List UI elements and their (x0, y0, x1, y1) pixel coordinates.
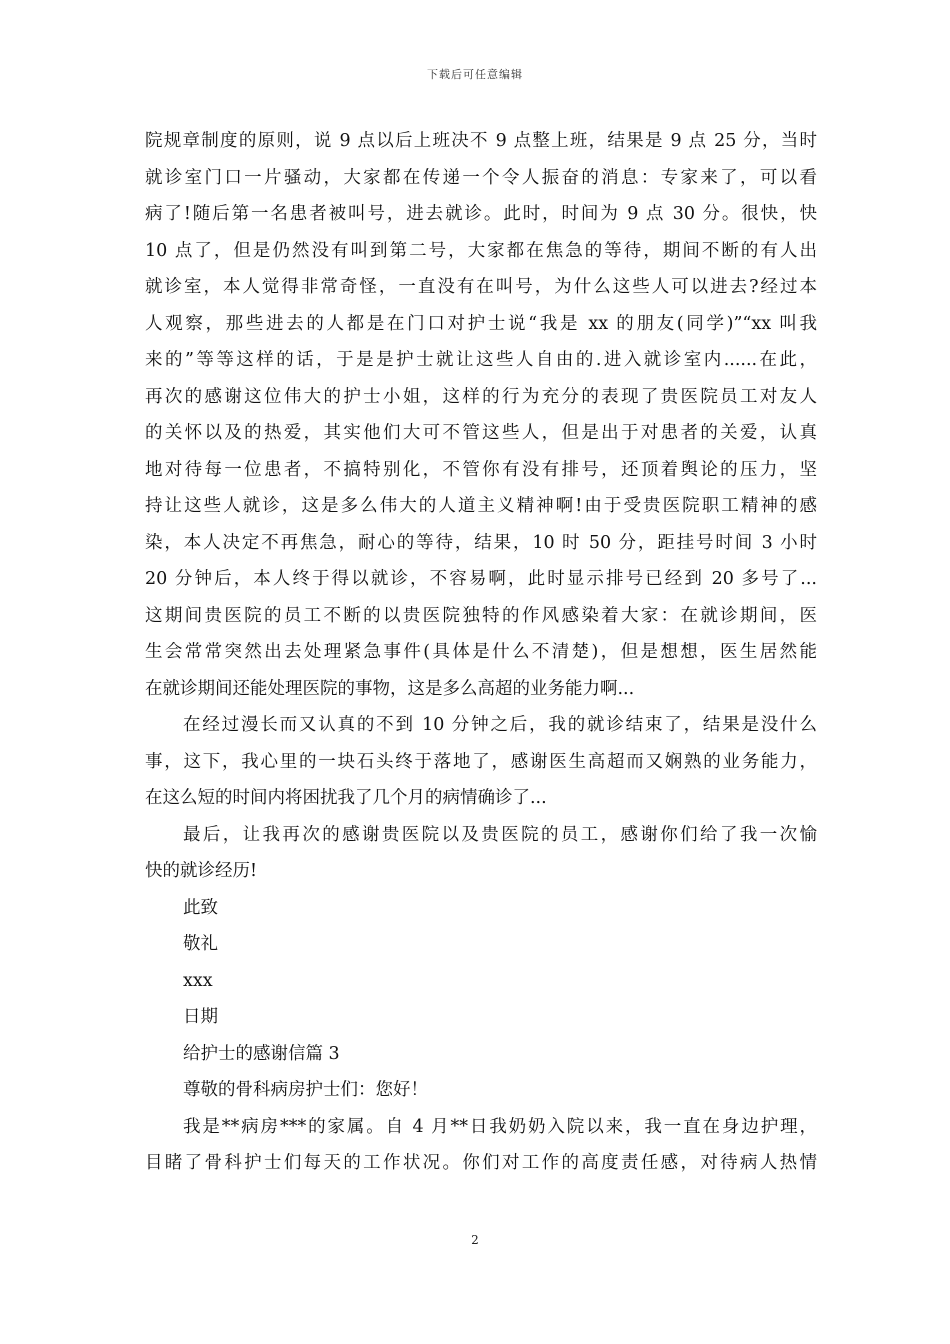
body-text-line: xxx (183, 970, 213, 991)
body-text-line: 来的”等等这样的话，于是是护士就让这些人自由的.进入就诊室内......在此， (145, 350, 817, 370)
page-header: 下载后可任意编辑 (427, 68, 523, 81)
page-number: 2 (471, 1233, 479, 1247)
body-text-line: 就诊室，本人觉得非常奇怪，一直没有在叫号，为什么这些人可以进去?经过本 (145, 277, 817, 297)
document-body (145, 123, 817, 1182)
body-text-line: 院规章制度的原则，说 9 点以后上班决不 9 点整上班，结果是 9 点 25 分，当时 (145, 131, 817, 151)
body-text-line: 地对待每一位患者，不搞特别化，不管你有没有排号，还顶着舆论的压力，坚 (145, 459, 817, 480)
body-text-line: 病了!随后第一名患者被叫号，进去就诊。此时，时间为 9 点 30 分。很快，快 (145, 204, 817, 224)
body-text-line: 的关怀以及的热爱，其实他们大可不管这些人，但是出于对患者的关爱，认真 (145, 423, 817, 443)
body-text-line: 尊敬的骨科病房护士们：您好！ (183, 1080, 428, 1100)
body-text-line: 这期间贵医院的员工不断的以贵医院独特的作风感染着大家：在就诊期间，医 (145, 605, 817, 626)
body-text-line: 人观察，那些进去的人都是在门口对护士说“我是 xx 的朋友(同学)”“xx 叫我 (145, 313, 817, 334)
body-text-line: 染，本人决定不再焦急，耐心的等待，结果，10 时 50 分，距挂号时间 3 小时 (145, 532, 817, 553)
body-text-line: 在这么短的时间内将困扰我了几个月的病情确诊了... (145, 788, 547, 808)
body-text-line: 此致 (183, 897, 218, 918)
body-text-line: 20 分钟后，本人终于得以就诊，不容易啊，此时显示排号已经到 20 多号了... (145, 569, 817, 589)
body-text-line: 再次的感谢这位伟大的护士小姐，这样的行为充分的表现了贵医院员工对友人 (145, 386, 817, 407)
body-text-line: 最后，让我再次的感谢贵医院以及贵医院的员工，感谢你们给了我一次愉 (183, 824, 817, 845)
body-text-line: 在就诊期间还能处理医院的事物，这是多么高超的业务能力啊... (145, 678, 635, 699)
body-text-line: 日期 (183, 1007, 218, 1027)
body-text-line: 事，这下，我心里的一块石头终于落地了，感谢医生高超而又娴熟的业务能力， (145, 751, 817, 772)
body-text-line: 生会常常突然出去处理紧急事件(具体是什么不清楚)，但是想想，医生居然能 (145, 642, 817, 662)
body-text-line: 在经过漫长而又认真的不到 10 分钟之后，我的就诊结束了，结果是没什么 (183, 715, 817, 735)
body-text-line: 持让这些人就诊，这是多么伟大的人道主义精神啊!由于受贵医院职工精神的感 (145, 496, 817, 516)
body-text-line: 给护士的感谢信篇 3 (183, 1043, 340, 1064)
body-text-line: 敬礼 (183, 934, 218, 954)
body-text-line: 我是**病房***的家属。自 4 月**日我奶奶入院以来，我一直在身边护理， (183, 1116, 817, 1137)
body-text-line: 10 点了，但是仍然没有叫到第二号，大家都在焦急的等待，期间不断的有人出 (145, 240, 817, 261)
body-text-line: 目睹了骨科护士们每天的工作状况。你们对工作的高度责任感，对待病人热情 (145, 1153, 817, 1173)
body-text-line: 快的就诊经历! (145, 861, 258, 881)
body-text-line: 就诊室门口一片骚动，大家都在传递一个令人振奋的消息：专家来了，可以看 (145, 167, 817, 188)
